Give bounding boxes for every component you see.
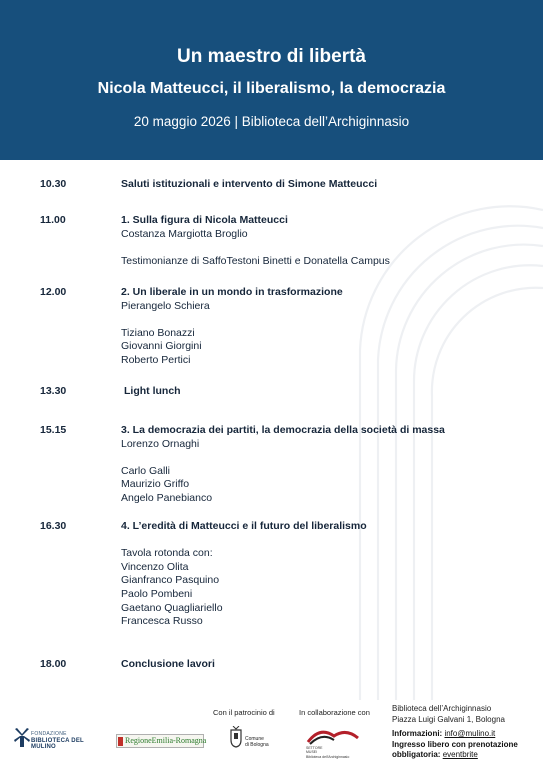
program-time: 11.00	[40, 214, 66, 226]
archiginnasio-logo-line1: SETTORE	[306, 746, 323, 750]
program-content	[121, 658, 521, 672]
venue-block	[392, 703, 505, 725]
speaker-name: Testimonianze di SaffoTestoni Binetti e Donatella Campus	[121, 254, 390, 267]
mulino-logo-line2: BIBLIOTECA DEL MULINO	[31, 738, 84, 750]
speaker-name: Francesca Russo	[121, 615, 203, 628]
info-block	[392, 729, 518, 761]
program-content	[121, 178, 521, 192]
program-session-title: Conclusione lavori	[121, 658, 215, 670]
bologna-logo-line2: di Bologna	[245, 742, 269, 748]
speaker-name: Gaetano Quagliariello	[121, 601, 223, 614]
windmill-icon	[14, 728, 30, 748]
regione-emilia-romagna-logo	[116, 734, 207, 748]
program-content	[124, 385, 524, 399]
program-time: 15.15	[40, 424, 67, 436]
regione-flag-icon	[118, 737, 123, 746]
header-banner	[0, 0, 543, 160]
program-session-title: Saluti istituzionali e intervento di Simone Matteucci	[121, 178, 378, 190]
program-time: 12.00	[40, 286, 67, 298]
obbligatoria-label: obbligatoria:	[392, 750, 441, 759]
program-session-title: 4. L’eredità di Matteucci e il futuro del liberalismo	[121, 520, 367, 532]
program-time: 13.30	[40, 385, 67, 397]
program-time: 16.30	[40, 520, 67, 532]
roundtable-label: Tavola rotonda con:	[121, 547, 213, 560]
bologna-crest-icon	[229, 726, 243, 748]
fondazione-mulino-logo	[14, 728, 104, 752]
venue-address: Piazza Luigi Galvani 1, Bologna	[392, 715, 505, 724]
venue-name: Biblioteca dell’Archiginnasio	[392, 704, 492, 713]
info-line	[392, 729, 518, 740]
event-dateline: 20 maggio 2026 | Biblioteca dell’Archiginnasio	[133, 114, 410, 129]
speaker-name: Roberto Pertici	[121, 353, 191, 366]
speaker-name: Giovanni Giorgini	[121, 340, 202, 353]
bologna-logo-text	[245, 736, 269, 748]
page-title: Un maestro di libertà	[177, 46, 366, 67]
patrocinio-label: Con il patrocinio di	[213, 708, 275, 717]
regione-logo-text: RegioneEmilia-Romagna	[125, 736, 207, 745]
archiginnasio-mark-icon	[306, 724, 362, 746]
page-subtitle: Nicola Matteucci, il liberalismo, la democrazia	[97, 80, 446, 97]
eventbrite-link[interactable]: eventbrite	[442, 750, 478, 759]
bologna-logo-line1: Comune	[245, 736, 264, 742]
program-content	[121, 520, 521, 629]
program-session-title: 2. Un liberale in un mondo in trasformazione	[121, 286, 343, 298]
program-session-title: 3. La democrazia dei partiti, la democrazia della società di massa	[121, 424, 445, 436]
speaker-name: Pierangelo Schiera	[121, 299, 210, 312]
program-session-title: 1. Sulla figura di Nicola Matteucci	[121, 214, 288, 226]
comune-bologna-logo	[229, 724, 277, 754]
ingresso-text	[392, 740, 518, 751]
program-time: 10.30	[40, 178, 67, 190]
speaker-name: Paolo Pombeni	[121, 587, 193, 600]
archiginnasio-logo-line3: Biblioteca dell'Archiginnasio	[306, 754, 350, 759]
archiginnasio-logo-text	[306, 746, 349, 759]
speaker-name: Angelo Panebianco	[121, 491, 213, 504]
speaker-name: Lorenzo Ornaghi	[121, 437, 200, 450]
mulino-logo-line1: FONDAZIONE	[31, 731, 67, 737]
footer	[0, 700, 543, 768]
info-email-link[interactable]: info@mulino.it	[444, 729, 496, 738]
info-label: Informazioni:	[392, 729, 443, 738]
ingresso-label: Ingresso libero con prenotazione	[392, 739, 518, 749]
program-content	[121, 214, 521, 268]
program-content	[121, 424, 521, 506]
speaker-name: Tiziano Bonazzi	[121, 326, 195, 339]
collaborazione-label: In collaborazione con	[299, 708, 370, 717]
speaker-name: Gianfranco Pasquino	[121, 574, 220, 587]
speaker-name: Carlo Galli	[121, 464, 171, 477]
program-content	[121, 286, 521, 368]
prenotazione-line	[392, 750, 518, 761]
speaker-name: Maurizio Griffo	[121, 478, 190, 491]
program-session-title: Light lunch	[124, 385, 181, 397]
speaker-name: Costanza Margiotta Broglio	[121, 227, 248, 240]
archiginnasio-logo	[306, 724, 362, 760]
program-time: 18.00	[40, 658, 67, 670]
archiginnasio-logo-line2: MUSEI	[306, 750, 318, 755]
speaker-name: Vincenzo Olita	[121, 560, 189, 573]
